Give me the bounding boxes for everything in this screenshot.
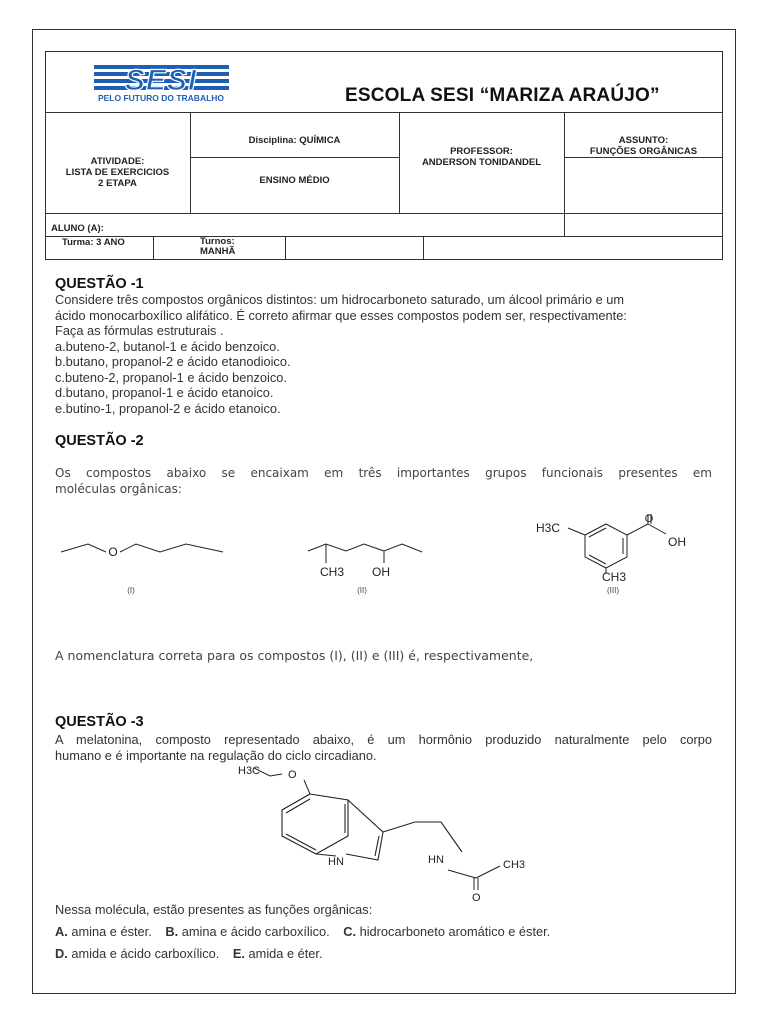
q3-option-a: A. amina e éster.	[55, 924, 152, 939]
atividade-etapa: 2 ETAPA	[98, 178, 137, 189]
assunto-value: FUNÇÕES ORGÂNICAS	[589, 146, 698, 157]
q1-line: ácido monocarboxílico alifático. É correto afirmar que esses compostos podem ser, respectivamente:	[55, 307, 627, 323]
melatonin-structure	[230, 760, 540, 905]
q3-title: QUESTÃO -3	[55, 714, 144, 730]
mol3-label: (III)	[607, 586, 619, 595]
q2-intro-line: Os compostos abaixo se encaixam em três importantes grupos funcionais presentes em	[55, 466, 712, 480]
professor-value: ANDERSON TONIDANDEL	[421, 157, 542, 168]
sesi-logo	[68, 62, 254, 104]
mol3-ch3: CH3	[602, 570, 627, 584]
q3-intro	[55, 732, 712, 763]
melatonin-hn-chain: HN	[428, 854, 444, 866]
professor-label: PROFESSOR:	[450, 146, 513, 157]
professor-cell	[400, 146, 563, 168]
q1-title: QUESTÃO -1	[55, 276, 144, 292]
molecule-iii	[530, 510, 710, 602]
q3-intro-line: humano e é importante na regulação do ciclo circadiano.	[55, 747, 377, 763]
school-title: ESCOLA SESI “MARIZA ARAÚJO”	[345, 85, 660, 106]
q3-option-e: E. amida e éter.	[232, 946, 323, 961]
mol1-oxygen: O	[108, 545, 118, 559]
q1-option-d: d.butano, propanol-1 e ácido etanoico.	[55, 385, 274, 400]
mol2-ch3: CH3	[320, 565, 345, 579]
q1-body	[55, 292, 720, 416]
q3-question: Nessa molécula, estão presentes as funções orgânicas:	[55, 902, 373, 917]
q3-options-row1	[55, 924, 550, 940]
q3-options-row2	[55, 946, 323, 962]
assunto-cell	[565, 135, 722, 157]
melatonin-o-ether: O	[288, 769, 297, 781]
q1-option-a: a.buteno-2, butanol-1 e ácido benzoico.	[55, 338, 280, 354]
logo-text: SESI	[124, 64, 198, 97]
melatonin-o-carbonyl: O	[472, 892, 481, 904]
q2-intro-line: moléculas orgânicas:	[55, 482, 182, 496]
aluno-field: ALUNO (A):	[51, 223, 104, 234]
molecule-ii	[300, 535, 430, 605]
q3-option-c: C. hidrocarboneto aromático e éster.	[343, 924, 551, 939]
atividade-cell	[46, 156, 189, 189]
atividade-value: LISTA DE EXERCICIOS	[65, 167, 170, 178]
q3-option-b: B. amina e ácido carboxílico.	[165, 924, 330, 939]
mol3-carbonyl-o: O	[644, 513, 654, 525]
molecule-i	[55, 535, 230, 605]
mol1-label: (I)	[127, 586, 135, 595]
q1-line: Considere três compostos orgânicos distintos: um hidrocarboneto saturado, um álcool primário e um	[55, 292, 625, 307]
mol3-h3c: H3C	[536, 521, 561, 535]
q1-line: Faça as fórmulas estruturais .	[55, 323, 224, 338]
q3-option-d: D. amida e ácido carboxílico.	[55, 946, 220, 961]
q1-option-e: e.butino-1, propanol-2 e ácido etanoico.	[55, 400, 281, 416]
mol2-label: (II)	[357, 586, 367, 595]
q3-intro-line: A melatonina, composto representado abaixo, é um hormônio produzido naturalmente pelo corpo	[55, 732, 712, 747]
logo-tagline: PELO FUTURO DO TRABALHO	[97, 93, 225, 103]
turnos-field	[200, 237, 235, 257]
melatonin-ch3: CH3	[503, 859, 526, 871]
q2-intro	[55, 465, 712, 497]
q1-option-b: b.butano, propanol-2 e ácido etanodioico.	[55, 354, 291, 369]
mol2-oh: OH	[372, 565, 390, 579]
turma-field: Turma: 3 ANO	[62, 237, 125, 248]
q2-question: A nomenclatura correta para os compostos (I), (II) e (III) é, respectivamente,	[55, 648, 534, 663]
mol3-oh: OH	[668, 535, 686, 549]
melatonin-hn-ring: HN	[328, 856, 344, 868]
q1-option-c: c.buteno-2, propanol-1 e ácido benzoico.	[55, 369, 287, 385]
q2-title: QUESTÃO -2	[55, 433, 144, 449]
assunto-label: ASSUNTO:	[618, 135, 669, 146]
disciplina-cell: Disciplina: QUÍMICA	[248, 135, 341, 146]
turnos-label: Turnos:	[200, 236, 235, 247]
turnos-value: MANHÃ	[200, 246, 236, 257]
ensino-cell: ENSINO MÉDIO	[259, 175, 330, 186]
atividade-label: ATIVIDADE:	[90, 156, 145, 167]
melatonin-h3c: H3C	[238, 765, 261, 777]
